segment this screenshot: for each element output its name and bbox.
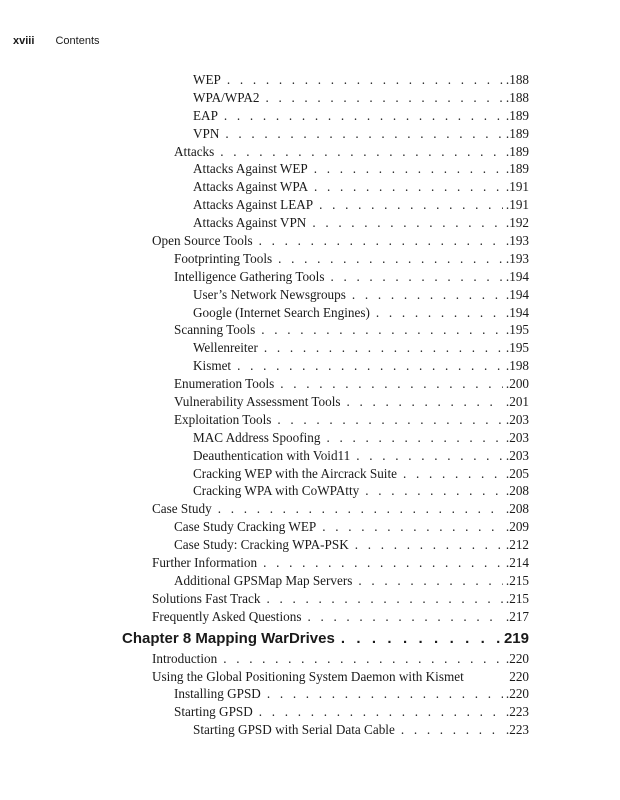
toc-entry-page: .215 xyxy=(505,572,529,588)
toc-entry-page: .195 xyxy=(505,340,529,356)
toc-entry-page: .189 xyxy=(505,107,529,123)
toc-entry-title: Scanning Tools xyxy=(174,322,256,338)
leader-dots xyxy=(265,89,502,107)
toc-entry-page: .217 xyxy=(505,608,529,624)
toc-entry xyxy=(0,143,620,161)
leader-dots xyxy=(327,429,503,447)
toc-entry xyxy=(0,554,620,572)
toc-entry-title: WPA/WPA2 xyxy=(193,89,260,105)
toc-entry-title: Additional GPSMap Map Servers xyxy=(174,572,353,588)
leader-dots xyxy=(237,357,503,375)
toc-entry-page: .212 xyxy=(505,537,529,553)
toc-entry xyxy=(0,107,620,125)
leader-dots xyxy=(312,214,503,232)
toc-entry-page: .189 xyxy=(505,143,529,159)
toc-entry-title: Starting GPSD with Serial Data Cable xyxy=(193,722,395,738)
toc-entry-page: .214 xyxy=(505,555,529,571)
toc-entry-page: 219 xyxy=(503,629,529,647)
toc-entry-page: .191 xyxy=(505,197,529,213)
toc-entry-page: .193 xyxy=(505,233,529,249)
toc-entry xyxy=(0,429,620,447)
leader-dots xyxy=(358,572,503,590)
toc-entry-page: .194 xyxy=(505,286,529,302)
page-number: xviii xyxy=(13,35,35,47)
toc-entry xyxy=(0,196,620,214)
toc-chapter-entry xyxy=(0,628,620,650)
toc-entry-page: .203 xyxy=(505,447,529,463)
toc-entry-title: Google (Internet Search Engines) xyxy=(193,304,370,320)
leader-dots xyxy=(259,703,503,721)
toc-entry xyxy=(0,125,620,143)
toc-entry-page: .203 xyxy=(505,429,529,445)
table-of-contents xyxy=(0,71,620,739)
leader-dots xyxy=(264,339,503,357)
toc-entry-title: Kismet xyxy=(193,358,232,374)
toc-entry-title: Open Source Tools xyxy=(152,233,253,249)
toc-entry xyxy=(0,250,620,268)
leader-dots xyxy=(267,685,503,703)
toc-entry xyxy=(0,89,620,107)
toc-entry xyxy=(0,321,620,339)
toc-entry xyxy=(0,447,620,465)
leader-dots xyxy=(330,268,502,286)
toc-entry xyxy=(0,518,620,536)
toc-entry-page: .208 xyxy=(505,483,529,499)
leader-dots xyxy=(223,650,503,668)
toc-entry-title: Deauthentication with Void11 xyxy=(193,447,351,463)
header-title: Contents xyxy=(55,35,100,47)
toc-entry-title: Starting GPSD xyxy=(174,704,253,720)
toc-entry xyxy=(0,590,620,608)
toc-entry-title: User’s Network Newsgroups xyxy=(193,286,346,302)
toc-entry-page: 220 xyxy=(509,668,529,684)
toc-entry-title: Cracking WPA with CoWPAtty xyxy=(193,483,360,499)
leader-dots xyxy=(322,518,503,536)
toc-entry-title: Solutions Fast Track xyxy=(152,590,261,606)
toc-entry xyxy=(0,232,620,250)
toc-entry-title: Intelligence Gathering Tools xyxy=(174,268,325,284)
toc-entry-title: Frequently Asked Questions xyxy=(152,608,302,624)
leader-dots xyxy=(376,304,503,322)
leader-dots xyxy=(319,196,503,214)
leader-dots xyxy=(218,500,503,518)
toc-entry xyxy=(0,375,620,393)
toc-entry-title: Exploitation Tools xyxy=(174,411,272,427)
toc-entry-page: .201 xyxy=(505,394,529,410)
toc-entry-title: Attacks Against VPN xyxy=(193,215,307,231)
toc-entry xyxy=(0,685,620,703)
toc-entry xyxy=(0,393,620,411)
running-header xyxy=(13,35,100,47)
toc-entry-page: .188 xyxy=(505,89,529,105)
toc-entry-title: Enumeration Tools xyxy=(174,376,275,392)
toc-entry xyxy=(0,703,620,721)
toc-entry xyxy=(0,339,620,357)
toc-entry xyxy=(0,500,620,518)
leader-dots xyxy=(403,465,503,483)
toc-entry xyxy=(0,721,620,739)
leader-dots xyxy=(314,178,503,196)
leader-dots xyxy=(341,628,501,650)
toc-entry xyxy=(0,71,620,89)
toc-entry-title: Footprinting Tools xyxy=(174,250,273,266)
toc-entry xyxy=(0,668,620,686)
toc-entry-page: .191 xyxy=(505,179,529,195)
toc-entry-page: .192 xyxy=(505,215,529,231)
toc-entry-page: .220 xyxy=(505,650,529,666)
toc-entry-title: Attacks xyxy=(174,143,215,159)
toc-entry-page: .205 xyxy=(505,465,529,481)
toc-entry-page: .200 xyxy=(505,376,529,392)
toc-entry xyxy=(0,286,620,304)
toc-entry xyxy=(0,357,620,375)
toc-entry xyxy=(0,411,620,429)
toc-entry-title: Vulnerability Assessment Tools xyxy=(174,394,341,410)
toc-entry xyxy=(0,465,620,483)
toc-entry-page: .194 xyxy=(505,268,529,284)
leader-dots xyxy=(278,250,503,268)
toc-entry-title: EAP xyxy=(193,107,218,123)
toc-entry-page: .189 xyxy=(505,125,529,141)
toc-entry-title: Attacks Against WEP xyxy=(193,161,308,177)
leader-dots xyxy=(352,286,503,304)
leader-dots xyxy=(266,590,502,608)
toc-entry-page: .203 xyxy=(505,411,529,427)
toc-entry-page: .209 xyxy=(505,519,529,535)
toc-entry xyxy=(0,268,620,286)
toc-entry-title: Case Study Cracking WEP xyxy=(174,519,317,535)
toc-entry-title: Case Study xyxy=(152,501,212,517)
toc-entry-title: VPN xyxy=(193,125,220,141)
toc-entry-title: Using the Global Positioning System Daemon with Kismet xyxy=(152,668,464,684)
toc-entry-page: .208 xyxy=(505,501,529,517)
leader-dots xyxy=(277,411,503,429)
toc-entry-title: Chapter 8 Mapping WarDrives xyxy=(122,629,335,647)
toc-entry xyxy=(0,160,620,178)
toc-entry-page: .195 xyxy=(505,322,529,338)
toc-entry-title: MAC Address Spoofing xyxy=(193,429,321,445)
toc-entry xyxy=(0,178,620,196)
leader-dots xyxy=(259,232,503,250)
toc-entry-title: Installing GPSD xyxy=(174,686,261,702)
leader-dots xyxy=(307,608,502,626)
toc-entry-title: Case Study: Cracking WPA-PSK xyxy=(174,537,349,553)
leader-dots xyxy=(261,321,503,339)
toc-entry-title: Cracking WEP with the Aircrack Suite xyxy=(193,465,397,481)
leader-dots xyxy=(314,160,503,178)
toc-entry xyxy=(0,650,620,668)
leader-dots xyxy=(280,375,503,393)
toc-entry xyxy=(0,608,620,626)
toc-entry-page: .194 xyxy=(505,304,529,320)
leader-dots xyxy=(263,554,503,572)
toc-entry-page: .223 xyxy=(505,722,529,738)
toc-entry-page: .193 xyxy=(505,250,529,266)
leader-dots xyxy=(225,125,503,143)
toc-entry-title: Introduction xyxy=(152,650,218,666)
toc-entry-title: Attacks Against LEAP xyxy=(193,197,314,213)
toc-entry-page: .223 xyxy=(505,704,529,720)
leader-dots xyxy=(356,447,503,465)
leader-dots xyxy=(355,536,503,554)
toc-entry-page: .189 xyxy=(505,161,529,177)
toc-entry xyxy=(0,536,620,554)
toc-entry-title: Wellenreiter xyxy=(193,340,258,356)
toc-entry xyxy=(0,304,620,322)
leader-dots xyxy=(220,143,503,161)
toc-entry xyxy=(0,572,620,590)
leader-dots xyxy=(347,393,503,411)
toc-entry-page: .220 xyxy=(505,686,529,702)
toc-entry-title: Further Information xyxy=(152,555,258,571)
toc-entry-title: Attacks Against WPA xyxy=(193,179,309,195)
leader-dots xyxy=(401,721,503,739)
leader-dots xyxy=(227,71,503,89)
toc-entry-title: WEP xyxy=(193,72,221,87)
leader-dots xyxy=(365,482,503,500)
leader-dots xyxy=(224,107,503,125)
toc-entry-page: .198 xyxy=(505,358,529,374)
toc-entry xyxy=(0,482,620,500)
toc-entry xyxy=(0,214,620,232)
toc-entry-page: .188 xyxy=(505,72,529,87)
toc-entry-page: .215 xyxy=(505,590,529,606)
